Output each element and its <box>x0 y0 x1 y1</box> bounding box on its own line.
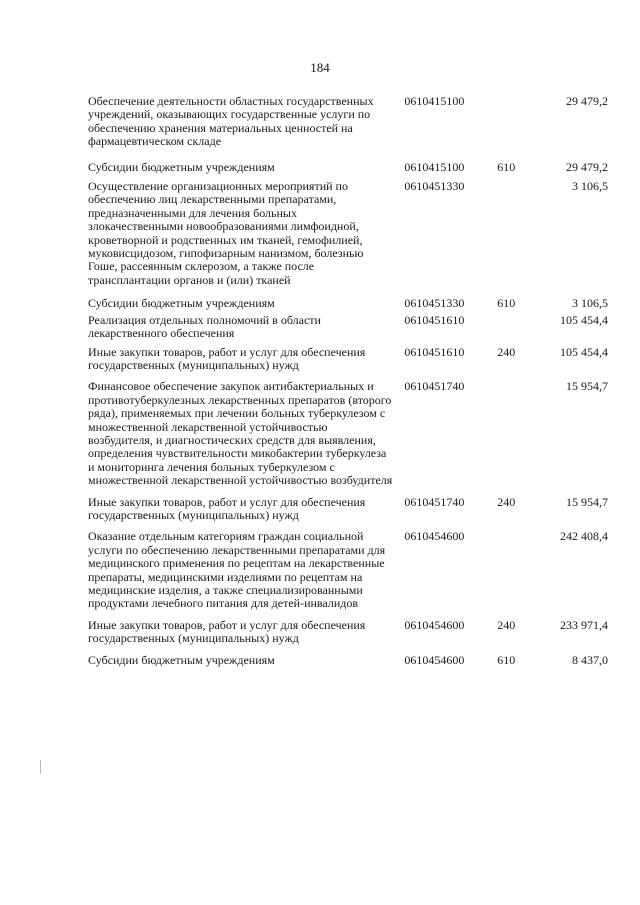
row-expense-type: 610 <box>497 652 516 667</box>
row-amount: 3 106,5 <box>571 179 608 194</box>
table-row <box>88 619 608 646</box>
row-name: Субсидии бюджетным учреждениям <box>88 652 275 667</box>
table-row <box>88 297 608 310</box>
row-expense-type: 610 <box>497 296 516 311</box>
budget-table <box>88 95 608 667</box>
row-code: 0610451330 <box>404 296 465 311</box>
row-amount: 15 954,7 <box>565 379 608 394</box>
row-code: 0610451330 <box>404 179 465 194</box>
row-name: Иные закупки товаров, работ и услуг для обеспечения государственных (муниципальных) нужд <box>88 344 366 372</box>
row-code: 0610451610 <box>404 312 465 327</box>
row-amount: 15 954,7 <box>565 494 608 509</box>
row-code: 0610415100 <box>404 159 465 174</box>
row-expense-type: 240 <box>497 344 516 359</box>
table-row <box>88 314 608 341</box>
page-number: 184 <box>310 60 330 75</box>
row-code: 0610451740 <box>404 494 465 509</box>
row-expense-type: 610 <box>497 159 516 174</box>
row-code: 0610454600 <box>404 529 465 544</box>
table-row <box>88 95 608 149</box>
row-name: Финансовое обеспечение закупок антибактериальных и противотуберкулезных лекарственных препаратов (второго ряда), применяемых при лечении больных туберкулезом с множественной лекарственной устойчивостью возбудителя, и диагностических средств для выявления, определения чувствительности микобактерии туберкулеза и мониторинга лечения больных туберкулезом с множественной лекарственной устойчивостью возбудителя <box>88 379 393 488</box>
row-amount: 105 454,4 <box>559 344 608 359</box>
row-code: 0610415100 <box>404 94 465 108</box>
row-expense-type: 240 <box>497 617 516 632</box>
row-amount: 242 408,4 <box>559 529 608 544</box>
row-name: Иные закупки товаров, работ и услуг для обеспечения государственных (муниципальных) нужд <box>88 494 366 522</box>
row-name: Иные закупки товаров, работ и услуг для обеспечения государственных (муниципальных) нужд <box>88 617 366 646</box>
row-amount: 3 106,5 <box>571 296 608 311</box>
table-row <box>88 496 608 523</box>
row-name: Обеспечение деятельности областных государственных учреждений, оказывающих государственные услуги по обеспечению хранения материальных ценностей на фармацевтическом складе <box>88 94 374 149</box>
row-name: Субсидии бюджетным учреждениям <box>88 296 275 311</box>
margin-mark <box>40 760 41 774</box>
row-code: 0610454600 <box>404 617 465 632</box>
row-expense-type: 240 <box>497 494 516 509</box>
row-code: 0610451740 <box>404 379 465 394</box>
row-amount: 29 479,2 <box>565 94 608 108</box>
row-amount: 105 454,4 <box>559 312 608 327</box>
row-amount: 233 971,4 <box>559 617 608 632</box>
table-row <box>88 346 608 373</box>
row-name: Субсидии бюджетным учреждениям <box>88 159 275 174</box>
table-row <box>88 530 608 610</box>
row-name: Реализация отдельных полномочий в области лекарственного обеспечения <box>88 312 321 341</box>
row-amount: 29 479,2 <box>565 159 608 174</box>
row-code: 0610451610 <box>404 344 465 359</box>
row-amount: 8 437,0 <box>571 652 608 667</box>
row-name: Осуществление организационных мероприятий по обеспечению лиц лекарственными препаратами, предназначенными для лечения больных злокачественными новообразованиями лимфоидной, кроветворной и родственных им тканей, гемофилией, муковисцидозом, гипофизарным нанизмом, болезнью Гоше, рассеянным склерозом, а также после трансплантации органов и (или) тканей <box>88 179 364 287</box>
row-name: Оказание отдельным категориям граждан социальной услуги по обеспечению лекарственными препаратами для медицинского применения по рецептам на лекарственные препараты, медицинскими изделиями по рецептам на медицинские изделия, а также специализированными продуктами лечебного питания для детей-инвалидов <box>88 529 386 611</box>
table-row <box>88 654 608 667</box>
table-row <box>88 161 608 174</box>
row-code: 0610454600 <box>404 652 465 667</box>
table-row <box>88 380 608 487</box>
table-row <box>88 180 608 287</box>
